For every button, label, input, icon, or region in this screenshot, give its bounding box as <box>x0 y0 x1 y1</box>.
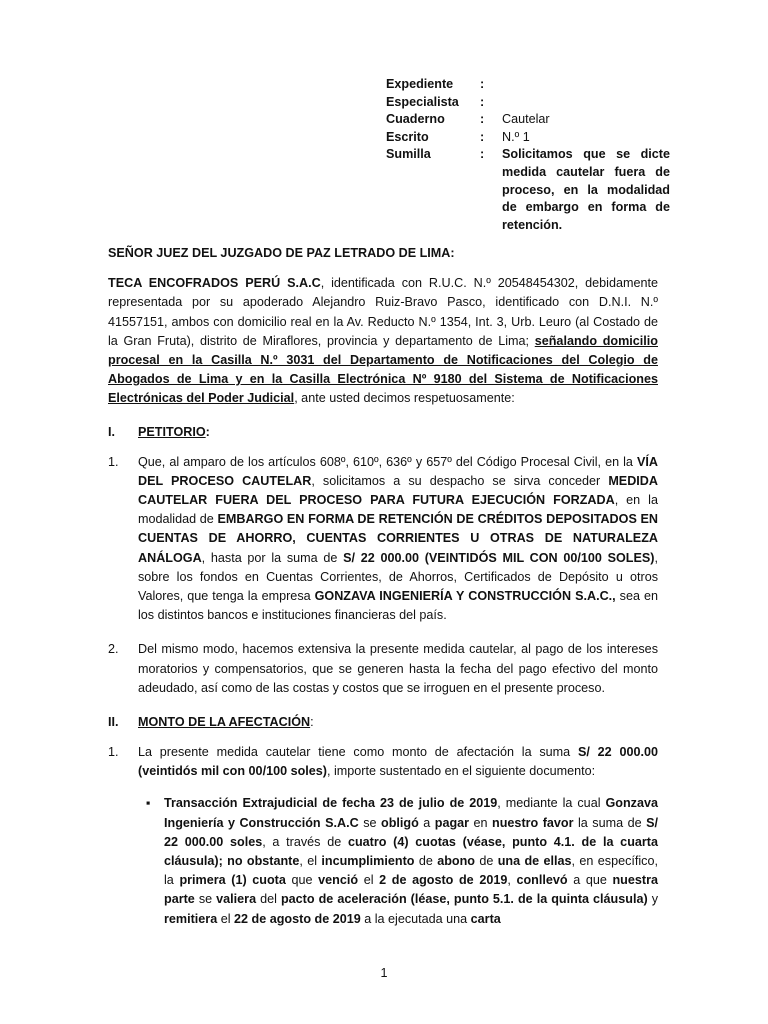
petitorio-paragraph-2: Del mismo modo, hacemos extensiva la presente medida cautelar, al pago de los intereses moratorios y compensatorios, que se generen hasta la fecha del pago efectivo del monto adeudado, así como de las costas y costos que se irroguen en el presente proceso. <box>138 642 658 695</box>
list-item: 1. La presente medida cautelar tiene como monto de afectación la suma S/ 22 000.00 (veintidós mil con 00/100 soles), importe sustentado en el siguiente documento: <box>108 743 658 781</box>
petitorio-paragraph-1: Que, al amparo de los artículos 608º, 610º, 636º y 657º del Código Procesal Civil, en la VÍA DEL PROCESO CAUTELAR, solicitamos a su despacho se sirva conceder MEDIDA CAUTELAR FUERA DEL PROCESO PARA FUTURA EJECUCIÓN FORZADA, en la modalidad de EMBARGO EN FORMA DE RETENCIÓN DE CRÉDITOS DEPOSITADOS EN CUENTAS DE AHORRO, CUENTAS CORRIENTES U OTRAS DE NATURALEZA ANÁLOGA, hasta por la suma de S/ 22 000.00 (VEINTIDÓS MIL CON 00/100 SOLES), sobre los fondos en Cuentas Corrientes, de Ahorros, Certificados de Depósito u otros Valores, que tenga la empresa GONZAVA INGENIERÍA Y CONSTRUCCIÓN S.A.C., sea en los distintos bancos e instituciones financieras del país. <box>138 454 659 623</box>
sumilla-label: Sumilla <box>386 147 431 162</box>
escrito-label: Escrito <box>386 129 429 144</box>
expediente-value <box>502 76 670 94</box>
document-body <box>108 244 658 929</box>
monto-paragraph-1: La presente medida cautelar tiene como monto de afectación la suma S/ 22 000.00 (veintidós mil con 00/100 soles), importe sustentado en el siguiente documento: <box>138 745 658 779</box>
intro-paragraph: TECA ENCOFRADOS PERÚ S.A.C, identificada con R.U.C. N.º 20548454302, debidamente representada por su apoderado Alejandro Ruiz-Bravo Pasco, identificado con D.N.I. N.º 41557151, ambos con domicilio real en la Av. Reducto N.º 1354, Int. 3, Urb. Leuro (al Costado de la Gran Fruta), distrito de Miraflores, provincia y departamento de Lima; señalando domicilio procesal en la Casilla N.º 3031 del Departamento de Notificaciones del Colegio de Abogados de Lima y en la Casilla Electrónica Nº 9180 del Sistema de Notificaciones Electrónicas del Poder Judicial, ante usted decimos respetuosamente: <box>108 276 658 406</box>
colon: : <box>480 129 485 144</box>
list-item: 1. Que, al amparo de los artículos 608º, 610º, 636º y 657º del Código Procesal Civil, en la VÍA DEL PROCESO CAUTELAR, solicitamos a su despacho se sirva conceder MEDIDA CAUTELAR FUERA DEL PROCESO PARA FUTURA EJECUCIÓN FORZADA, en la modalidad de EMBARGO EN FORMA DE RETENCIÓN DE CRÉDITOS DEPOSITADOS EN CUENTAS DE AHORRO, CUENTAS CORRIENTES U OTRAS DE NATURALEZA ANÁLOGA, hasta por la suma de S/ 22 000.00 (VEINTIDÓS MIL CON 00/100 SOLES), sobre los fondos en Cuentas Corrientes, de Ahorros, Certificados de Depósito u otros Valores, que tenga la empresa GONZAVA INGENIERÍA Y CONSTRUCCIÓN S.A.C., sea en los distintos bancos e instituciones financieras del país. <box>108 453 658 626</box>
section-heading-monto: II. MONTO DE LA AFECTACIÓN: <box>108 715 314 730</box>
colon: : <box>480 147 485 162</box>
especialista-value <box>502 94 670 112</box>
cuaderno-label: Cuaderno <box>386 112 445 127</box>
square-bullet-icon: ▪ <box>146 796 151 811</box>
colon: : <box>480 77 485 91</box>
section-title: MONTO DE LA AFECTACIÓN <box>138 715 311 730</box>
colon: : <box>480 112 485 127</box>
case-header <box>386 76 670 234</box>
addressee: SEÑOR JUEZ DEL JUZGADO DE PAZ LETRADO DE LIMA: <box>108 246 455 260</box>
escrito-value: N.º 1 <box>502 129 530 144</box>
page-number: 1 <box>380 966 388 980</box>
especialista-label: Especialista <box>386 94 459 109</box>
expediente-label: Expediente <box>386 77 454 91</box>
bullet-item <box>138 794 658 928</box>
cuaderno-value: Cautelar <box>502 112 550 127</box>
section-title: PETITORIO <box>138 424 206 439</box>
list-item: 2. Del mismo modo, hacemos extensiva la presente medida cautelar, al pago de los intereses moratorios y compensatorios, que se generen hasta la fecha del pago efectivo del monto adeudado, así como de las costas y costos que se irroguen en el presente proceso. <box>108 640 658 698</box>
section-heading-petitorio: I. PETITORIO: <box>108 424 210 439</box>
sumilla-value: Solicitamos que se dicte medida cautelar fuera de proceso, en la modalidad de embargo en forma de retención. <box>502 147 670 232</box>
procedural-domicile: señalando domicilio procesal en la Casilla N.º 3031 del Departamento de Notificaciones del Colegio de Abogados de Lima y en la Casilla Electrónica Nº 9180 del Sistema de Notificaciones Electrónicas del Poder Judicial <box>108 333 658 406</box>
company-name: TECA ENCOFRADOS PERÚ S.A.C <box>108 276 321 291</box>
transaction-paragraph: Transacción Extrajudicial de fecha 23 de julio de 2019, mediante la cual Gonzava Ingeniería y Construcción S.A.C se obligó a pagar en nuestro favor la suma de S/ 22 000.00 soles, a través de cuatro (4) cuotas (véase, punto 4.1. de la cuarta cláusula); no obstante, el incumplimiento de abono de una de ellas, en específico, la primera (1) cuota que venció el 2 de agosto de 2019, conllevó a que nuestra parte se valiera del pacto de aceleración (léase, punto 5.1. de la quinta cláusula) y remitiera el 22 de agosto de 2019 a la ejecutada una carta <box>164 796 658 926</box>
colon: : <box>480 94 485 109</box>
